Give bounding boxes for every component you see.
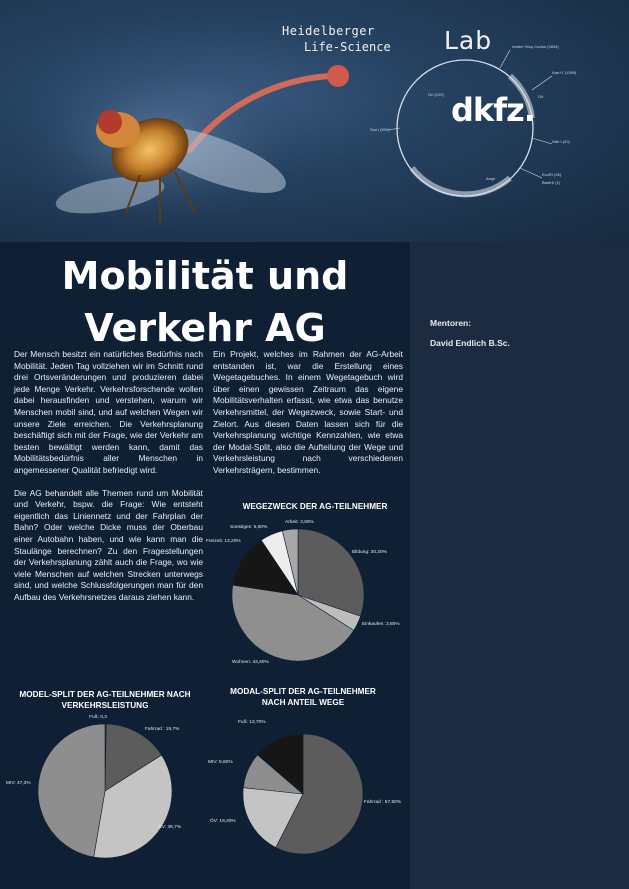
pie-label-fahrrad: Fahrrad : 15,7% xyxy=(145,727,180,732)
page-title xyxy=(0,250,410,354)
mentor-name: David Endlich B.Sc. xyxy=(430,338,510,348)
project-paragraph: Ein Projekt, welches im Rahmen der AG-Arbeit entstanden ist, war die Erstellung eines Wegetagebuches. In einem Wegetagebuch wird über einen gewissen Zeitraum das eigene Mobilitätsverhalten erfasst, wie etwa das benutze Verkehrsmittel, der Wegezweck, sowie Start- und Zielort. Aus diesen Daten lassen sich für die Verkehrsplanung wichtige Kennzahlen, wie etwa der Modal-Split, also die Aufteilung der Wege und Verkehrsleistung nach verschiedenen Verkehrsträgern, bestimmen. xyxy=(213,349,403,475)
title-line-1: Mobilität und xyxy=(61,254,349,298)
ring-label-4: Nde I (20) xyxy=(552,139,570,144)
pie-label-fu-: Fuß: 0,3 xyxy=(89,715,107,720)
ring-label-9: BamHI (1) xyxy=(542,180,561,185)
ring-label-7: Sca I (500) xyxy=(370,127,390,132)
intro-paragraph: Der Mensch besitzt ein natürliches Bedürfnis nach Mobilität. Jeden Tag vollziehen wir im Schnitt rund drei Ortsveränderungen und produzieren dabei jede Menge Verkehr. Verkehrsforschende wollen dabei herausfinden und verstehen, warum wir Menschen mobil sind, und auf welchen Wegen wir unsere Ziele erreichen. Die Verkehrsplanung beschäftigt sich mit der Frage, wie der Verkehr am besten bewältigt werden kann, damit das Mobilitätsbedürfnis aller Menschen in angemessener Qualität befriedigt wird. xyxy=(14,349,203,475)
ring-label-2: Kan+1 (1959) xyxy=(552,70,577,75)
chart2-title: MODEL-SPLIT DER AG-TEILNEHMER NACH VERKEHRSLEISTUNG xyxy=(19,690,191,710)
text-column-right xyxy=(213,349,403,488)
pie-label-fu-: Fuß: 13,70% xyxy=(238,720,266,725)
chart-verkehrsleistung xyxy=(0,710,210,880)
pie-label-bildung: Bildung: 30,20% xyxy=(352,550,387,555)
chart2-title-line xyxy=(15,689,195,711)
ring-label-6: Ampl xyxy=(486,176,496,181)
chart3-title-line xyxy=(218,686,388,708)
dkfz-logo: dkfz. xyxy=(451,91,535,129)
pie-label-wohnen: Wohnen: 43,40% xyxy=(232,660,269,665)
header-banner xyxy=(0,0,629,242)
pie-label-einkaufen: Einkaufen: 3,80% xyxy=(362,622,400,627)
pie-label-fahrrad: Fahrrad : 57,50% xyxy=(364,800,402,805)
ring-label-8: Ori (120) xyxy=(428,92,444,97)
lab-name-line2: Life-Science xyxy=(304,40,391,54)
pie-label--v: ÖV: 36,7% xyxy=(158,825,182,830)
pie-label-freizeit: Freizeit: 13,20% xyxy=(206,539,241,544)
lab-name-big: Lab xyxy=(444,26,493,55)
text-column-left xyxy=(14,349,203,614)
ring-label-1: Amber Stop Codon (0604) xyxy=(512,44,559,49)
pie-label-arbeit: Arbeit: 3,80% xyxy=(285,520,314,525)
pie-slice-miv xyxy=(38,724,105,857)
chart-wegezweck xyxy=(200,515,410,675)
title-line-2: Verkehr AG xyxy=(84,306,326,350)
pie-label-miv: MIV: 47,3% xyxy=(6,781,31,786)
lab-name-line1: Heidelberger xyxy=(282,24,375,38)
chart1-title: WEGEZWECK DER AG-TEILNEHMER xyxy=(242,502,388,511)
pie-label-miv: MIV: 9,60% xyxy=(208,760,233,765)
ring-label-3: Ori xyxy=(538,94,544,99)
pie-label--v: ÖV: 19,20% xyxy=(210,819,236,824)
mentors-label: Mentoren: xyxy=(430,318,472,328)
topics-paragraph: Die AG behandelt alle Themen rund um Mobilität und Verkehr, bspw. die Frage: Wie entsteht eigentlich das Liniennetz und der Fahrplan der Bahn? Oder welche Dicke muss der Oberbau einer Autobahn haben, und wie kann man die Staulänge berechnen? Zu den Fragestellungen der Verkehrsplanung zählt auch die Frage, wo wie viele Menschen auf welchen Strecken unterwegs sind, und welche Schlussfolgerungen man für den Aufbau des Verkehrsnetzes daraus ziehen kann. xyxy=(14,487,203,602)
chart3-title: MODAL-SPLIT DER AG-TEILNEHMER NACH ANTEIL WEGE xyxy=(230,687,376,707)
ring-label-5: EcoRI (26) xyxy=(542,172,562,177)
pie-label-sonstiges: Sonstiges: 5,60% xyxy=(230,525,268,530)
chart-anteil-wege xyxy=(200,710,410,880)
